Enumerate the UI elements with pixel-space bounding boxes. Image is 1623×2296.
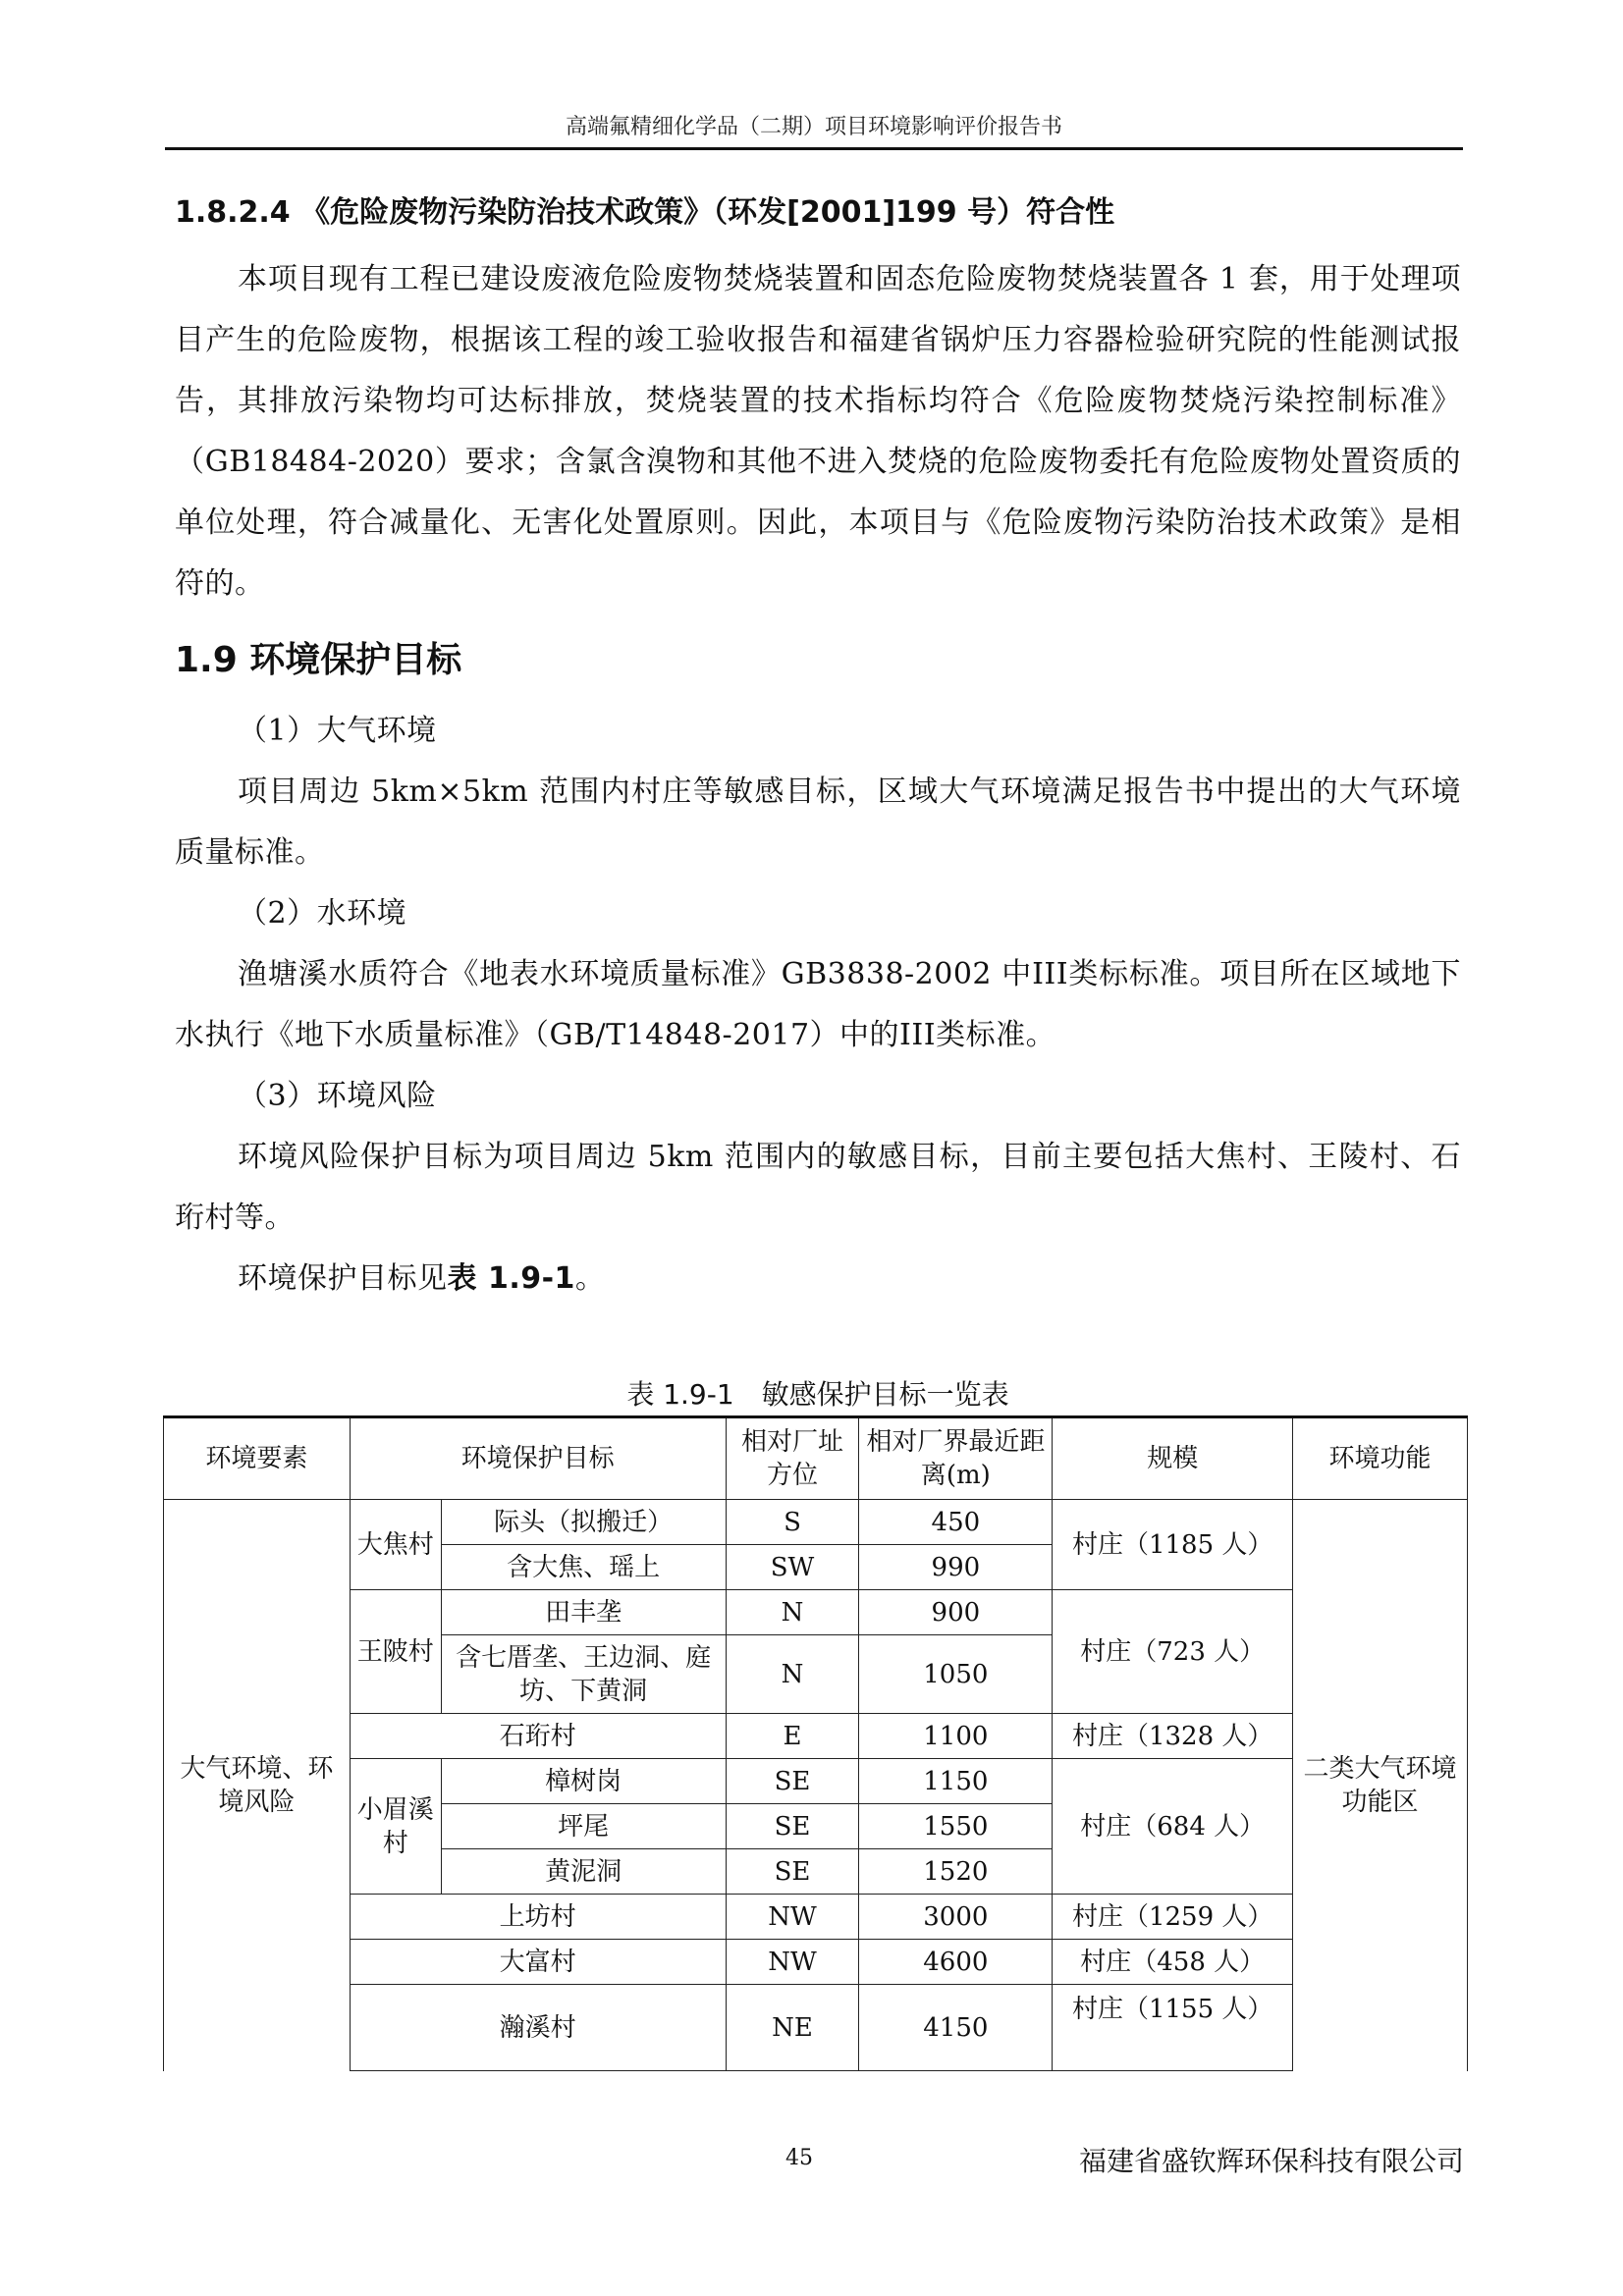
- target-direction: E: [726, 1714, 859, 1759]
- group-wangling: 王陂村: [350, 1590, 441, 1714]
- group-dajiao: 大焦村: [350, 1500, 441, 1590]
- target-distance: 1520: [859, 1849, 1053, 1895]
- target-dafu: 大富村: [350, 1940, 726, 1985]
- group-scale: 村庄（458 人）: [1053, 1940, 1293, 1985]
- target-distance: 450: [859, 1500, 1053, 1545]
- target-distance: 4600: [859, 1940, 1053, 1985]
- target-name: 坪尾: [441, 1804, 726, 1849]
- item-3-text: 环境风险保护目标为项目周边 5km 范围内的敏感目标，目前主要包括大焦村、王陵村、石珩村等。: [175, 1140, 1461, 1235]
- group-scale: 村庄（1328 人）: [1053, 1714, 1293, 1759]
- target-distance: 1550: [859, 1804, 1053, 1849]
- header-function: 环境功能: [1293, 1417, 1468, 1500]
- target-name: 含七厝垄、王边洞、庭坊、下黄洞: [441, 1635, 726, 1714]
- target-direction: SE: [726, 1849, 859, 1895]
- group-scale: 村庄（723 人）: [1053, 1590, 1293, 1714]
- target-direction: SE: [726, 1759, 859, 1804]
- ref-table-link: 表 1.9-1: [447, 1261, 575, 1296]
- target-name: 樟树岗: [441, 1759, 726, 1804]
- item-1-text: 项目周边 5km×5km 范围内村庄等敏感目标，区域大气环境满足报告书中提出的大气环境质量标准。: [175, 774, 1461, 870]
- ref-suffix: 。: [574, 1261, 606, 1296]
- table-title: 表 1.9-1 敏感保护目标一览表: [626, 1378, 1009, 1411]
- header-distance: 相对厂界最近距离(m): [859, 1417, 1053, 1500]
- section-19-heading: 1.9 环境保护目标: [175, 640, 462, 680]
- target-direction: NW: [726, 1895, 859, 1940]
- target-shiheng: 石珩村: [350, 1714, 726, 1759]
- target-distance: 3000: [859, 1895, 1053, 1940]
- target-direction: NW: [726, 1940, 859, 1985]
- cell-function-value: 二类大气环境功能区: [1293, 1500, 1468, 2071]
- group-scale: 村庄（1259 人）: [1053, 1895, 1293, 1940]
- header-target: 环境保护目标: [350, 1417, 726, 1500]
- target-direction: N: [726, 1590, 859, 1635]
- target-distance: 1100: [859, 1714, 1053, 1759]
- ref-prefix: 环境保护目标见: [238, 1261, 448, 1296]
- target-shangfang: 上坊村: [350, 1895, 726, 1940]
- target-name: 含大焦、瑶上: [441, 1545, 726, 1590]
- section-1824-heading: 1.8.2.4 《危险废物污染防治技术政策》（环发[2001]199 号）符合性: [175, 195, 1115, 230]
- target-hanxi: 瀚溪村: [350, 1985, 726, 2071]
- item-3-label: （3）环境风险: [238, 1079, 437, 1113]
- group-xiaomei: 小眉溪村: [350, 1759, 441, 1895]
- group-scale: 村庄（684 人）: [1053, 1759, 1293, 1895]
- target-distance: 900: [859, 1590, 1053, 1635]
- page-number: 45: [785, 2146, 813, 2170]
- target-name: 际头（拟搬迁）: [441, 1500, 726, 1545]
- header-element: 环境要素: [164, 1417, 351, 1500]
- page-content: [175, 187, 1461, 1411]
- section-1824-paragraph: 本项目现有工程已建设废液危险废物焚烧装置和固态危险废物焚烧装置各 1 套，用于处理项目产生的危险废物，根据该工程的竣工验收报告和福建省锅炉压力容器检验研究院的性能测试报告，其排放污染物均可达标排放，焚烧装置的技术指标均符合《危险废物焚烧污染控制标准》（GB18484-2020）要求；含氯含溴物和其他不进入焚烧的危险废物委托有危险废物处置资质的单位处理，符合减量化、无害化处置原则。因此，本项目与《危险废物污染防治技术政策》是相符的。: [175, 262, 1461, 601]
- target-name: 田丰垄: [441, 1590, 726, 1635]
- group-scale: 村庄（1155 人）: [1053, 1985, 1293, 2071]
- item-1-label: （1）大气环境: [238, 714, 437, 748]
- target-distance: 1050: [859, 1635, 1053, 1714]
- header-scale: 规模: [1053, 1417, 1293, 1500]
- target-distance: 1150: [859, 1759, 1053, 1804]
- table-reference: [175, 1249, 1461, 1309]
- company-name: 福建省盛钦辉环保科技有限公司: [1078, 2145, 1464, 2177]
- item-2-label: （2）水环境: [238, 896, 407, 931]
- target-distance: 4150: [859, 1985, 1053, 2071]
- sensitive-targets-table: [163, 1415, 1468, 2071]
- group-scale: 村庄（1185 人）: [1053, 1500, 1293, 1590]
- target-name: 黄泥洞: [441, 1849, 726, 1895]
- header-direction: 相对厂址方位: [726, 1417, 859, 1500]
- target-direction: SE: [726, 1804, 859, 1849]
- header-rule: [165, 147, 1463, 150]
- cell-element-value: 大气环境、环境风险: [164, 1500, 351, 2071]
- target-direction: SW: [726, 1545, 859, 1590]
- target-direction: S: [726, 1500, 859, 1545]
- target-distance: 990: [859, 1545, 1053, 1590]
- target-direction: N: [726, 1635, 859, 1714]
- item-2-text: 渔塘溪水质符合《地表水环境质量标准》GB3838-2002 中III类标标准。项目所在区域地下水执行《地下水质量标准》（GB/T14848-2017）中的III类标准。: [175, 957, 1461, 1052]
- running-header: 高端氟精细化学品（二期）项目环境影响评价报告书: [565, 115, 1062, 139]
- target-direction: NE: [726, 1985, 859, 2071]
